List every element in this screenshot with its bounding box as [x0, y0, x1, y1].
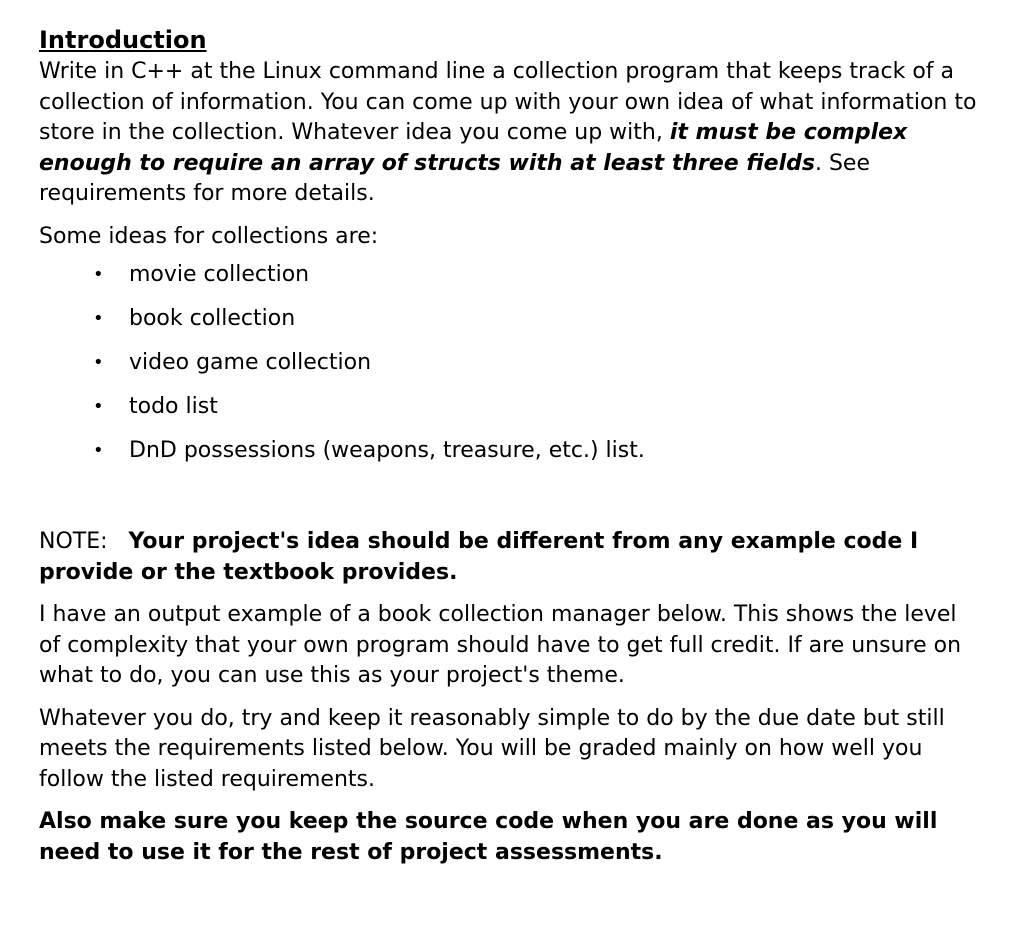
list-item-text: video game collection	[129, 350, 372, 375]
ideas-lead: Some ideas for collections are:	[39, 223, 379, 249]
guidance-paragraph: Whatever you do, try and keep it reasonably simple to do by the due date but still meets the requirements listed below. You will be graded mainly on how well you follow the listed requirements.	[39, 705, 945, 792]
note-paragraph	[39, 527, 984, 588]
list-item	[39, 439, 984, 483]
list-item-text: DnD possessions (weapons, treasure, etc.) list.	[129, 438, 645, 463]
list-item-text: todo list	[129, 394, 218, 419]
intro-text-before: Write in C++ at the Linux command line a collection program that keeps track of a collection of information. You can come up with your own idea of what information to store in the collection. Whatever idea you come up with,	[39, 59, 977, 145]
list-item	[39, 307, 984, 351]
bullet-icon: •	[93, 264, 104, 285]
bullet-icon: •	[93, 440, 104, 461]
intro-paragraph	[39, 57, 984, 210]
output-example-paragraph: I have an output example of a book collection manager below. This shows the level of complexity that your own program should have to get full credit. If are unsure on what to do, you can use this as your project's theme.	[39, 602, 962, 688]
ideas-list	[39, 263, 984, 483]
list-item	[39, 395, 984, 439]
list-item	[39, 263, 984, 307]
bullet-icon: •	[93, 352, 104, 373]
bullet-icon: •	[93, 396, 104, 417]
section-heading: Introduction	[39, 26, 207, 54]
list-item	[39, 351, 984, 395]
list-item-text: book collection	[129, 306, 296, 331]
note-text: Your project's idea should be different from any example code I provide or the textbook provides.	[39, 529, 919, 585]
bullet-icon: •	[93, 308, 104, 329]
intro-emphasis: it must be complex enough to require an array of structs with at least three fields	[39, 120, 908, 176]
intro-text-after: . See requirements for more details.	[39, 150, 871, 206]
source-code-reminder: Also make sure you keep the source code when you are done as you will need to use it for the rest of project assessments.	[39, 809, 938, 865]
note-label: NOTE:	[39, 529, 108, 554]
list-item-text: movie collection	[129, 262, 310, 287]
